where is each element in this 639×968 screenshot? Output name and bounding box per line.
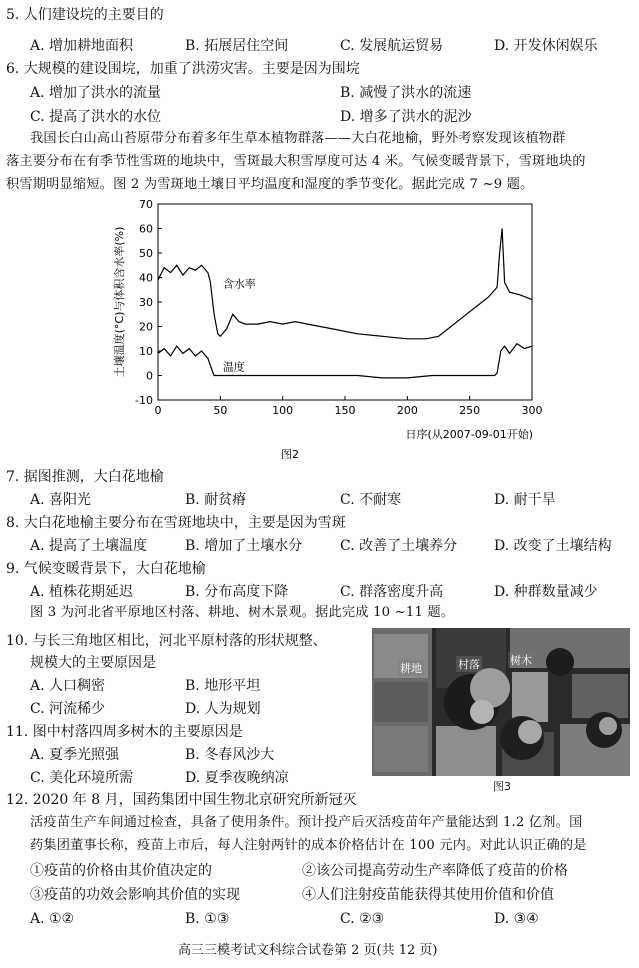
q9-stem: 9. 气候变暖背景下，大白花地榆 xyxy=(6,561,206,577)
q7-option-c: C. 不耐寒 xyxy=(340,492,402,508)
q12-item-4: ④人们注射疫苗能获得其使用价值和价值 xyxy=(302,887,554,903)
x-tick-label: 200 xyxy=(396,404,418,417)
y-tick-label: 40 xyxy=(139,271,153,285)
q10-option-c: C. 河流稀少 xyxy=(30,701,106,717)
soil-chart xyxy=(110,196,550,466)
q7-option-b: B. 耐贫瘠 xyxy=(185,492,247,508)
chart-ylabel: 土壤温度(°C)与体积含水率(%) xyxy=(113,226,126,378)
y-tick-label: 10 xyxy=(139,345,153,358)
figure3-caption: 图3 xyxy=(493,780,511,793)
series-label-moisture: 含水率 xyxy=(222,277,256,291)
q6-option-a: A. 增加了洪水的流量 xyxy=(30,85,162,101)
y-tick-label: 60 xyxy=(139,222,153,236)
x-tick-label: 300 xyxy=(521,404,543,417)
figure3-aerial-photo xyxy=(372,628,630,776)
q8-option-d: D. 改变了土壤结构 xyxy=(494,538,612,554)
q6-option-b: B. 减慢了洪水的流速 xyxy=(340,85,472,101)
chart-axes xyxy=(158,204,532,400)
x-tick-label: 50 xyxy=(213,404,228,417)
q10-option-d: D. 人为规划 xyxy=(185,701,261,717)
q8-option-c: C. 改善了土壤养分 xyxy=(340,538,458,554)
chart-xlabel: 日序(从2007-09-01开始) xyxy=(405,428,533,441)
x-tick-label: 0 xyxy=(154,404,162,417)
q12-option-b: B. ①③ xyxy=(185,911,230,927)
y-tick-label: 70 xyxy=(139,198,153,211)
x-tick-label: 100 xyxy=(272,404,294,417)
q12-stem-line1: 12. 2020 年 8 月，国药集团中国生物北京研究所新冠灭 xyxy=(6,792,357,808)
q6-stem: 6. 大规模的建设围垸，加重了洪涝灾害。主要是因为围垸 xyxy=(6,61,360,77)
q12-item-1: ①疫苗的价格由其价值决定的 xyxy=(30,863,212,879)
q9-option-b: B. 分布高度下降 xyxy=(185,584,289,600)
q8-option-b: B. 增加了土壤水分 xyxy=(185,538,303,554)
q5-option-b: B. 拓展居住空间 xyxy=(185,38,289,54)
q12-item-2: ②该公司提高劳动生产率降低了疫苗的价格 xyxy=(302,863,568,879)
q10-option-b: B. 地形平坦 xyxy=(185,678,261,694)
y-tick-label: 0 xyxy=(146,369,153,383)
q10-stem-line2: 规模大的主要原因是 xyxy=(30,655,156,671)
q12-stem-line2: 活疫苗生产车间通过检查，具备了使用条件。预计投产后灭活疫苗年产量能达到 1.2 亿剂。国 xyxy=(30,815,583,830)
q8-option-a: A. 提高了土壤温度 xyxy=(30,538,148,554)
x-tick-label: 150 xyxy=(334,404,356,417)
q11-option-d: D. 夏季夜晚纳凉 xyxy=(185,770,289,786)
q7-option-a: A. 喜阳光 xyxy=(30,492,92,508)
q5-stem: 5. 人们建设垸的主要目的 xyxy=(6,7,164,23)
q12-item-3: ③疫苗的功效会影响其价值的实现 xyxy=(30,887,240,903)
page-footer: 高三三模考试文科综合试卷第 2 页(共 12 页) xyxy=(178,943,438,958)
q7-option-d: D. 耐干旱 xyxy=(494,492,556,508)
q10-stem-line1: 10. 与长三角地区相比，河北平原村落的形状规整、 xyxy=(6,633,327,649)
q5-option-d: D. 开发休闲娱乐 xyxy=(494,38,598,54)
q11-option-b: B. 冬春风沙大 xyxy=(185,747,275,763)
q9-option-d: D. 种群数量减少 xyxy=(494,584,598,600)
q5-option-a: A. 增加耕地面积 xyxy=(30,38,134,54)
passage1-line2: 落主要分布在有季节性雪斑的地块中，雪斑最大积雪厚度可达 4 米。气候变暖背景下，雪斑地块的 xyxy=(6,154,586,169)
y-tick-label: 30 xyxy=(139,296,153,309)
passage1-line3: 积雪期明显缩短。图 2 为雪斑地土壤日平均温度和湿度的季节变化。据此完成 7 ~9 题。 xyxy=(6,177,534,192)
q12-option-c: C. ②③ xyxy=(340,911,385,927)
figure3-label-farmland: 耕地 xyxy=(400,662,422,675)
q11-option-a: A. 夏季光照强 xyxy=(30,747,120,763)
q11-option-c: C. 美化环境所需 xyxy=(30,770,134,786)
figure3-label-trees: 树木 xyxy=(510,654,532,667)
y-tick-label: 20 xyxy=(139,320,153,334)
q12-option-d: D. ③④ xyxy=(494,911,539,927)
aerial-landscape-image xyxy=(372,628,630,776)
q7-stem: 7. 据图推测，大白花地榆 xyxy=(6,469,164,485)
q12-option-a: A. ①② xyxy=(30,911,75,927)
q10-option-a: A. 人口稠密 xyxy=(30,678,106,694)
series-line-moisture xyxy=(158,229,532,339)
x-tick-label: 250 xyxy=(459,404,481,417)
chart-caption: 图2 xyxy=(281,448,299,461)
q11-stem: 11. 图中村落四周多树木的主要原因是 xyxy=(6,724,243,740)
q8-stem: 8. 大白花地榆主要分布在雪斑地块中，主要是因为雪斑 xyxy=(6,515,346,531)
y-tick-label: -10 xyxy=(135,394,153,407)
q9-option-a: A. 植株花期延迟 xyxy=(30,584,134,600)
q9-option-c: C. 群落密度升高 xyxy=(340,584,444,600)
figure3-label-village: 村落 xyxy=(458,658,480,671)
q12-stem-line3: 药集团董事长称，疫苗上市后，每人注射两针的成本价格估计在 100 元内。对此认识正确的是 xyxy=(30,838,587,853)
y-tick-label: 50 xyxy=(139,247,153,260)
q6-option-c: C. 提高了洪水的水位 xyxy=(30,109,162,125)
passage2: 图 3 为河北省平原地区村落、耕地、树木景观。据此完成 10 ~11 题。 xyxy=(30,605,455,620)
q6-option-d: D. 增多了洪水的泥沙 xyxy=(340,109,472,125)
passage1-line1: 我国长白山高山苔原带分布着多年生草本植物群落——大白花地榆，野外考察发现该植物群 xyxy=(30,131,566,146)
series-label-temperature: 温度 xyxy=(222,360,245,374)
series-line-temperature xyxy=(158,344,532,378)
q5-option-c: C. 发展航运贸易 xyxy=(340,38,444,54)
